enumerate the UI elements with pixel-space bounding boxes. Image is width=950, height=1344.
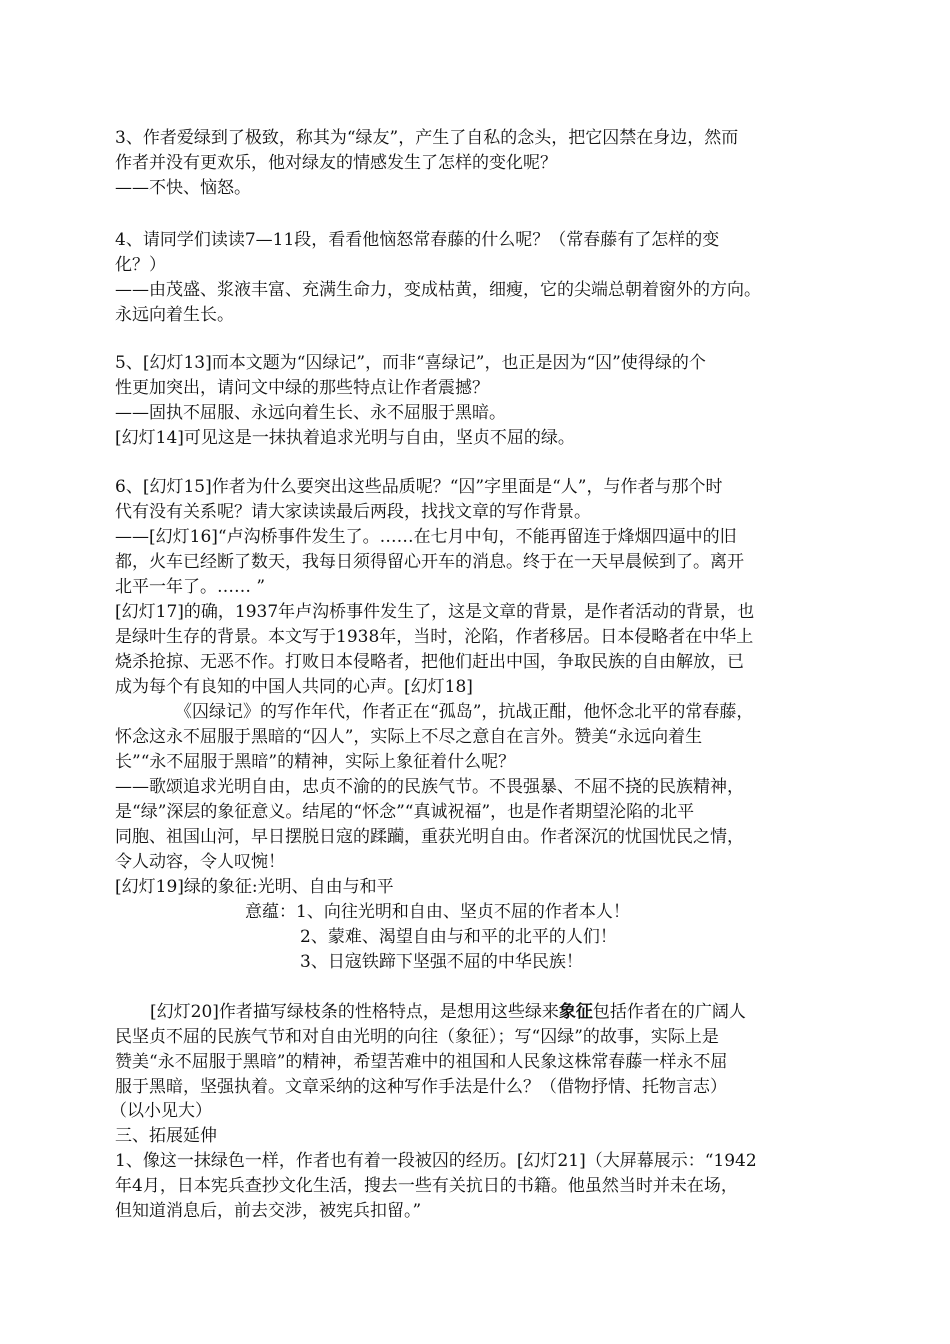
extension-text: 但知道消息后，前去交涉，被宪兵扣留。” xyxy=(115,1201,422,1221)
symbol-keyword: 象征 xyxy=(558,1002,593,1022)
slide-20-text: （以小见大） xyxy=(110,1101,212,1121)
meaning-item-3: 3、日寇铁蹄下坚强不屈的中华民族！ xyxy=(300,952,583,972)
analysis-paragraph: 《囚绿记》的写作年代，作者正在“孤岛”，抗战正酣，他怀念北平的常春藤， xyxy=(175,702,754,722)
question-3-answer: ——不快、恼怒。 xyxy=(115,178,251,198)
slide-19-title: [幻灯19]绿的象征:光明、自由与和平 xyxy=(115,877,394,897)
question-6-text: 6、[幻灯15]作者为什么要突出这些品质呢？“囚”字里面是“人”，与作者与那个时 xyxy=(115,477,723,497)
question-4-text: 化？） xyxy=(115,255,166,275)
meaning-item-1: 意蕴：1、向往光明和自由、坚贞不屈的作者本人！ xyxy=(245,902,630,922)
slide-17-text: 成为每个有良知的中国人共同的心声。[幻灯18] xyxy=(115,677,473,697)
analysis-answer: 是“绿”深层的象征意义。结尾的“怀念”“真诚祝福”，也是作者期望沦陷的北平 xyxy=(115,802,695,822)
question-3-text: 3、作者爱绿到了极致，称其为“绿友”，产生了自私的念头，把它囚禁在身边，然而 xyxy=(115,128,739,148)
question-4-text: 4、请同学们读读7—11段，看看他恼怒常春藤的什么呢？（常春藤有了怎样的变 xyxy=(115,230,720,250)
slide-16-quote: ——[幻灯16]“卢沟桥事件发生了。……在七月中旬，不能再留连于烽烟四逼中的旧 xyxy=(115,527,737,547)
slide-17-text: 是绿叶生存的背景。本文写于1938年，当时，沦陷，作者移居。日本侵略者在中华上 xyxy=(115,627,754,647)
slide-20-text xyxy=(150,1000,746,1025)
meaning-item-2: 2、蒙难、渴望自由与和平的北平的人们！ xyxy=(300,927,617,947)
slide-17-text: 烧杀抢掠、无恶不作。打败日本侵略者，把他们赶出中国，争取民族的自由解放，已 xyxy=(115,652,744,672)
section-heading: 三、拓展延伸 xyxy=(115,1126,217,1146)
extension-text: 1、像这一抹绿色一样，作者也有着一段被囚的经历。[幻灯21]（大屏幕展示：“1942 xyxy=(115,1151,757,1171)
analysis-paragraph: 怀念这永不屈服于黑暗的“囚人”，实际上不尽之意自在言外。赞美“永远向着生 xyxy=(115,727,703,747)
question-5-text: 5、[幻灯13]而本文题为“囚绿记”，而非“喜绿记”，也正是因为“囚”使得绿的个 xyxy=(115,353,706,373)
slide-20-text: 赞美“永不屈服于黑暗”的精神，希望苦难中的祖国和人民象这株常春藤一样永不屈 xyxy=(115,1052,728,1072)
question-5-text: 性更加突出，请问文中绿的那些特点让作者震撼？ xyxy=(115,378,489,398)
analysis-answer: 同胞、祖国山河，早日摆脱日寇的蹂躏，重获光明自由。作者深沉的忧国忧民之情， xyxy=(115,827,744,847)
question-4-answer: 永远向着生长。 xyxy=(115,305,234,325)
slide-20-text: 服于黑暗，坚强执着。文章采纳的这种写作手法是什么？（借物抒情、托物言志） xyxy=(115,1077,727,1097)
analysis-answer: ——歌颂追求光明自由，忠贞不渝的的民族气节。不畏强暴、不屈不挠的民族精神， xyxy=(115,777,744,797)
slide-17-text: [幻灯17]的确，1937年卢沟桥事件发生了，这是文章的背景，是作者活动的背景，也 xyxy=(115,602,755,622)
analysis-answer: 令人动容，令人叹惋！ xyxy=(115,852,285,872)
question-4-answer: ——由茂盛、浆液丰富、充满生命力，变成枯黄，细瘦，它的尖端总朝着窗外的方向。 xyxy=(115,280,761,300)
question-5-answer: ——固执不屈服、永远向着生长、永不屈服于黑暗。 xyxy=(115,403,506,423)
slide-20-text-part: 包括作者在的广阔人 xyxy=(592,1002,746,1022)
slide-14-note: [幻灯14]可见这是一抹执着追求光明与自由，坚贞不屈的绿。 xyxy=(115,428,575,448)
analysis-paragraph: 长”“永不屈服于黑暗”的精神，实际上象征着什么呢？ xyxy=(115,752,516,772)
slide-16-quote: 北平一年了。…… ” xyxy=(115,577,266,597)
question-3-text: 作者并没有更欢乐，他对绿友的情感发生了怎样的变化呢？ xyxy=(115,153,557,173)
slide-20-text-part: [幻灯20]作者描写绿枝条的性格特点，是想用这些绿来 xyxy=(150,1002,559,1022)
question-6-text: 代有没有关系呢？请大家读读最后两段，找找文章的写作背景。 xyxy=(115,502,591,522)
slide-16-quote: 都，火车已经断了数天，我每日须得留心开车的消息。终于在一天早晨候到了。离开 xyxy=(115,552,744,572)
extension-text: 年4月，日本宪兵查抄文化生活，搜去一些有关抗日的书籍。他虽然当时并未在场， xyxy=(115,1176,738,1196)
slide-20-text: 民坚贞不屈的民族气节和对自由光明的向往（象征）；写“囚绿”的故事，实际上是 xyxy=(115,1027,719,1047)
